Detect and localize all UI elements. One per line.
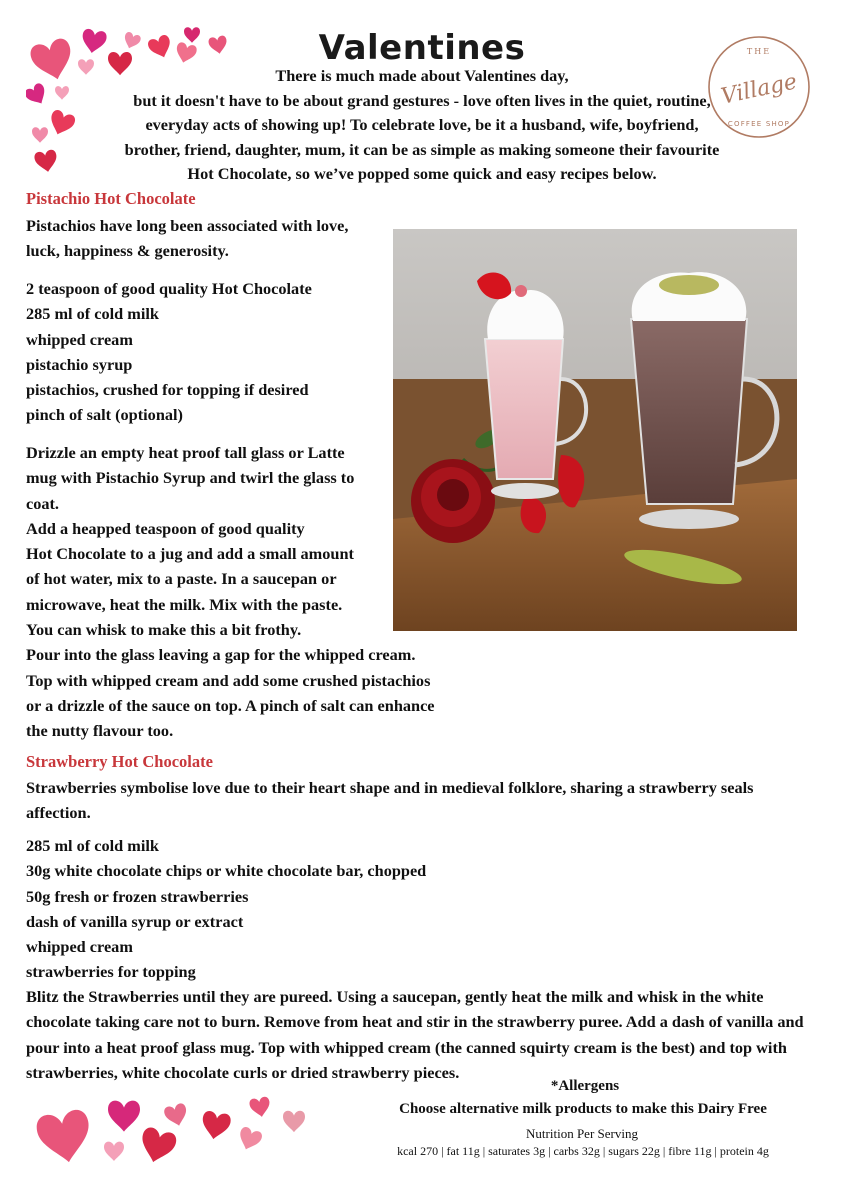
svg-text:Village: Village — [718, 69, 800, 110]
nutrition-title: Nutrition Per Serving — [526, 1126, 638, 1141]
heart-icon — [283, 1111, 305, 1132]
heart-icon — [236, 1126, 264, 1154]
list-item: dash of vanilla syrup or extract — [26, 911, 244, 931]
heart-icon — [35, 1108, 95, 1167]
nutrition-values: kcal 270 | fat 11g | saturates 3g | carbs 32g | sugars 22g | fibre 11g | protein 4g — [397, 1144, 769, 1158]
allergens-title: *Allergens — [550, 1078, 620, 1094]
strawberry-ingredients — [26, 833, 426, 985]
list-item: whipped cream — [26, 937, 133, 957]
heart-icon — [104, 1142, 124, 1161]
list-item: 50g fresh or frozen strawberries — [26, 886, 249, 906]
hearts-decoration-bottom-left — [32, 1094, 322, 1168]
list-item: pistachios, crushed for topping if desired — [26, 380, 309, 400]
pistachio-description: Pistachios have long been associated with love, luck, happiness & generosity. — [26, 216, 349, 261]
list-item: 285 ml of cold milk — [26, 836, 159, 855]
page-title: Valentines — [318, 28, 526, 68]
hot-chocolate-photo — [393, 229, 797, 631]
heart-icon — [200, 1110, 232, 1142]
allergens-text: Choose alternative milk products to make this Dairy Free — [399, 1101, 767, 1117]
strawberry-method: Blitz the Strawberries until they are pureed. Using a saucepan, gently heat the milk and whisk in the white chocolate taking care not to burn. Remove from heat and stir in the strawberry puree. Add a dash of vanilla and pour into a heat proof glass mug. Top with whipped cream (the canned squirty cream is the best) and top with strawberries, white chocolate curls or dried strawberry pieces. — [26, 987, 804, 1082]
pistachio-heading: Pistachio Hot Chocolate — [26, 189, 196, 208]
heart-icon — [249, 1096, 272, 1119]
strawberry-description: Strawberries symbolise love due to their heart shape and in medieval folklore, sharing a strawberry seals affection. — [26, 778, 754, 823]
list-item: 2 teaspoon of good quality Hot Chocolate — [26, 279, 312, 298]
strawberry-heading: Strawberry Hot Chocolate — [26, 752, 213, 771]
list-item: pinch of salt (optional) — [26, 405, 183, 425]
list-item: 30g white chocolate chips or white chocolate bar, chopped — [26, 861, 427, 881]
intro-text: There is much made about Valentines day, but it doesn't have to be about grand gestures - love often lives in the quiet, routine, everyday acts of showing up! To celebrate love, be it a husband, wife, boyfriend, brother, friend, daughter, mum, it can be as simple as making someone their favourite Hot Chocolate, so we’ve popped some quick and easy recipes below. — [124, 66, 720, 183]
list-item: 285 ml of cold milk — [26, 304, 159, 324]
svg-text:COFFEE SHOP: COFFEE SHOP — [727, 120, 791, 128]
pistachio-method: Drizzle an empty heat proof tall glass or Latte mug with Pistachio Syrup and twirl the glass to coat. Add a heapped teaspoon of good quality Hot Chocolate to a jug and add a small amount of hot water, mix to a paste. In a saucepan or microwave, heat the milk. Mix with the paste. You can whisk to make this a bit frothy. Pour into the glass leaving a gap for the whipped cream. Top with whipped cream and add some crushed pistachios or a drizzle of the sauce on top. A pinch of salt can enhance the nutty flavour too. — [26, 443, 435, 741]
heart-icon — [163, 1102, 190, 1128]
list-item: whipped cream — [26, 329, 133, 349]
svg-text:THE: THE — [746, 47, 772, 56]
heart-icon — [137, 1126, 178, 1167]
list-item: pistachio syrup — [26, 354, 133, 374]
heart-icon — [108, 1101, 140, 1132]
pistachio-ingredients — [26, 276, 312, 428]
list-item: strawberries for topping — [26, 962, 196, 982]
